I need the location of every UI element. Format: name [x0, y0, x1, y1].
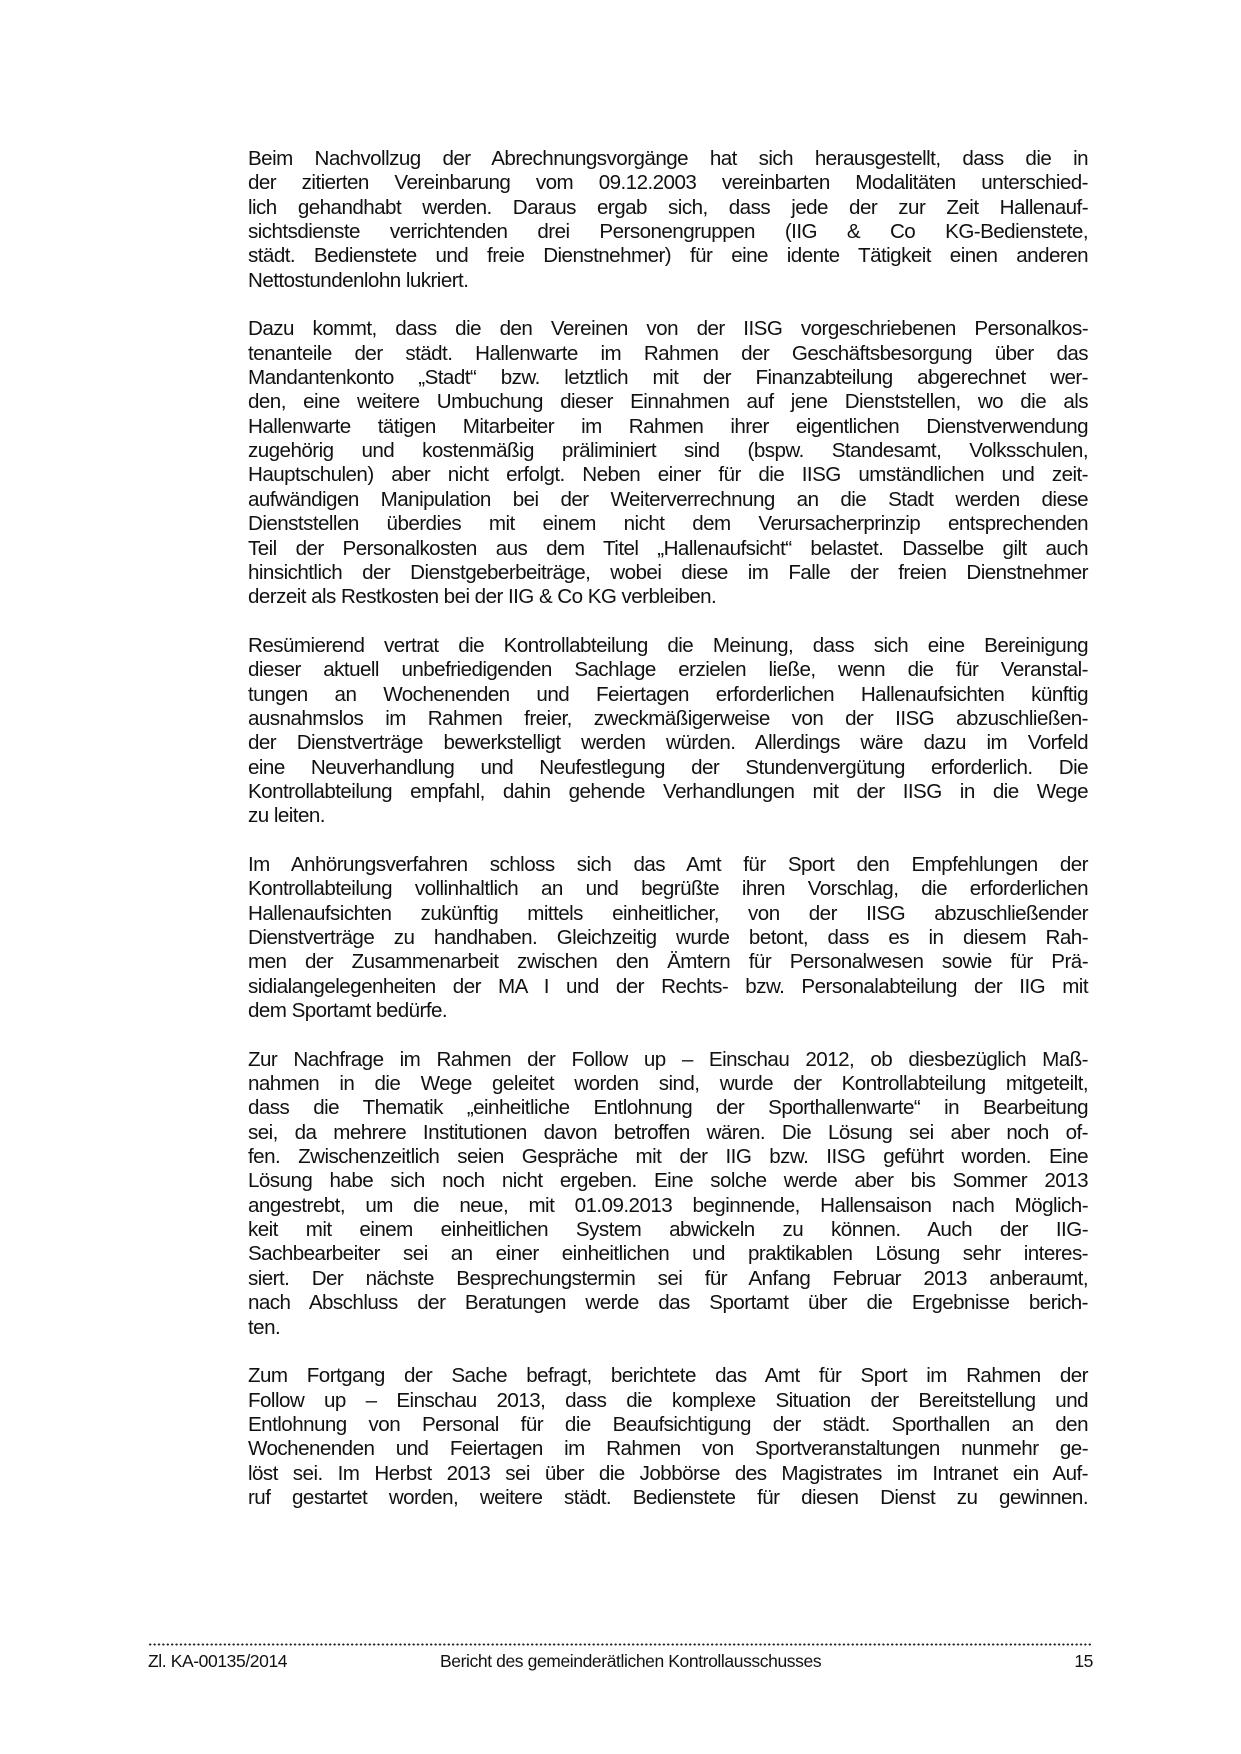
- text-line: derzeit als Restkosten bei der IIG & Co KG verbleiben.: [248, 585, 717, 609]
- paragraph: [248, 147, 1088, 293]
- text-line: den, eine weitere Umbuchung dieser Einnahmen auf jene Dienststellen, wo die als: [248, 390, 1088, 414]
- text-line: Dienstverträge zu handhaben. Gleichzeitig wurde betont, dass es in diesem Rah-: [248, 926, 1088, 949]
- text-line: Dazu kommt, dass die den Vereinen von der IISG vorgeschriebenen Personalkos-: [248, 317, 1088, 341]
- paragraph: [248, 317, 1088, 609]
- text-line: Mandantenkonto „Stadt“ bzw. letztlich mit der Finanzabteilung abgerechnet wer-: [248, 366, 1088, 390]
- text-line: Sachbearbeiter sei an einer einheitlichen und praktikablen Lösung sehr interes-: [248, 1242, 1088, 1266]
- body-text: [248, 147, 1088, 1535]
- text-line: löst sei. Im Herbst 2013 sei über die Jobbörse des Magistrates im Intranet ein Auf-: [248, 1461, 1088, 1485]
- text-line: Dienststellen überdies mit einem nicht dem Verursacherprinzip entsprechenden: [248, 512, 1088, 536]
- text-line: aufwändigen Manipulation bei der Weiterverrechnung an die Stadt werden diese: [248, 487, 1088, 511]
- text-line: tenanteile der städt. Hallenwarte im Rahmen der Geschäftsbesorgung über das: [248, 341, 1088, 365]
- footer-reference-number: Zl. KA-00135/2014: [148, 1651, 288, 1671]
- text-line: dass die Thematik „einheitliche Entlohnung der Sporthallenwarte“ in Bearbeitung: [248, 1096, 1088, 1120]
- text-line: dieser aktuell unbefriedigenden Sachlage erzielen ließe, wenn die für Veranstal-: [248, 658, 1088, 682]
- text-line: hinsichtlich der Dienstgeberbeiträge, wobei diese im Falle der freien Dienstnehmer: [248, 560, 1088, 584]
- paragraph: [248, 634, 1088, 829]
- text-line: Beim Nachvollzug der Abrechnungsvorgänge hat sich herausgestellt, dass die in: [248, 147, 1088, 170]
- text-line: zu leiten.: [248, 804, 325, 828]
- text-line: Teil der Personalkosten aus dem Titel „Hallenaufsicht“ belastet. Dasselbe gilt auch: [248, 536, 1088, 560]
- text-line: Nettostundenlohn lukriert.: [248, 268, 469, 292]
- text-line: men der Zusammenarbeit zwischen den Ämtern für Personalwesen sowie für Prä-: [248, 950, 1088, 974]
- text-line: Entlohnung von Personal für die Beaufsichtigung der städt. Sporthallen an den: [248, 1412, 1088, 1436]
- text-line: ruf gestartet worden, weitere städt. Bedienstete für diesen Dienst zu gewinnen.: [248, 1485, 1088, 1509]
- text-line: nahmen in die Wege geleitet worden sind, wurde der Kontrollabteilung mitgeteilt,: [248, 1072, 1088, 1096]
- text-line: nach Abschluss der Beratungen werde das Sportamt über die Ergebnisse berich-: [248, 1291, 1088, 1315]
- text-line: Resümierend vertrat die Kontrollabteilung die Meinung, dass sich eine Bereinigung: [248, 633, 1088, 657]
- text-line: tungen an Wochenenden und Feiertagen erforderlichen Hallenaufsichten künftig: [248, 682, 1088, 706]
- text-line: Kontrollabteilung empfahl, dahin gehende Verhandlungen mit der IISG in die Wege: [248, 779, 1088, 803]
- text-line: Follow up – Einschau 2013, dass die komplexe Situation der Bereitstellung und: [248, 1388, 1088, 1412]
- paragraph: [248, 853, 1088, 1023]
- text-line: ten.: [248, 1315, 281, 1339]
- text-line: Hauptschulen) aber nicht erfolgt. Neben einer für die IISG umständlichen und zeit-: [248, 463, 1088, 487]
- text-line: Zum Fortgang der Sache befragt, berichtete das Amt für Sport im Rahmen der: [248, 1364, 1088, 1388]
- text-line: angestrebt, um die neue, mit 01.09.2013 beginnende, Hallensaison nach Möglich-: [248, 1193, 1088, 1217]
- text-line: zugehörig und kostenmäßig präliminiert sind (bspw. Standesamt, Volksschulen,: [248, 439, 1088, 463]
- text-line: lich gehandhabt werden. Daraus ergab sich, dass jede der zur Zeit Hallenauf-: [248, 195, 1088, 219]
- text-line: Kontrollabteilung vollinhaltlich an und begrüßte ihren Vorschlag, die erforderlichen: [248, 877, 1088, 901]
- text-line: Hallenaufsichten zukünftig mittels einheitlicher, von der IISG abzuschließender: [248, 901, 1088, 925]
- text-line: dem Sportamt bedürfe.: [248, 999, 448, 1023]
- text-line: ausnahmslos im Rahmen freier, zweckmäßigerweise von der IISG abzuschließen-: [248, 706, 1088, 730]
- footer-dotted-rule: [148, 1643, 1093, 1646]
- text-line: Lösung habe sich noch nicht ergeben. Eine solche werde aber bis Sommer 2013: [248, 1169, 1088, 1193]
- text-line: eine Neuverhandlung und Neufestlegung der Stundenvergütung erforderlich. Die: [248, 755, 1088, 779]
- text-line: städt. Bedienstete und freie Dienstnehmer) für eine idente Tätigkeit einen anderen: [248, 244, 1088, 268]
- text-line: Hallenwarte tätigen Mitarbeiter im Rahmen ihrer eigentlichen Dienstverwendung: [248, 414, 1088, 438]
- text-line: sidialangelegenheiten der MA I und der Rechts- bzw. Personalabteilung der IIG mit: [248, 974, 1088, 998]
- text-line: der Dienstverträge bewerkstelligt werden würden. Allerdings wäre dazu im Vorfeld: [248, 731, 1088, 755]
- paragraph: [248, 1048, 1088, 1340]
- text-line: sichtsdienste verrichtenden drei Personengruppen (IIG & Co KG-Bedienstete,: [248, 220, 1088, 244]
- page-footer: [148, 1651, 1093, 1675]
- paragraph: [248, 1364, 1088, 1510]
- text-line: Wochenenden und Feiertagen im Rahmen von Sportveranstaltungen nunmehr ge-: [248, 1437, 1088, 1461]
- footer-report-title: Bericht des gemeinderätlichen Kontrollausschusses: [440, 1651, 822, 1671]
- text-line: sei, da mehrere Institutionen davon betroffen wären. Die Lösung sei aber noch of-: [248, 1120, 1088, 1144]
- text-line: keit mit einem einheitlichen System abwickeln zu können. Auch der IIG-: [248, 1218, 1088, 1242]
- text-line: der zitierten Vereinbarung vom 09.12.2003 vereinbarten Modalitäten unterschied-: [248, 171, 1088, 195]
- text-line: Zur Nachfrage im Rahmen der Follow up – Einschau 2012, ob diesbezüglich Maß-: [248, 1047, 1088, 1071]
- text-line: Im Anhörungsverfahren schloss sich das Amt für Sport den Empfehlungen der: [248, 852, 1088, 876]
- text-line: siert. Der nächste Besprechungstermin sei für Anfang Februar 2013 anberaumt,: [248, 1266, 1088, 1290]
- page-number: 15: [1074, 1651, 1093, 1671]
- text-line: fen. Zwischenzeitlich seien Gespräche mit der IIG bzw. IISG geführt worden. Eine: [248, 1145, 1088, 1169]
